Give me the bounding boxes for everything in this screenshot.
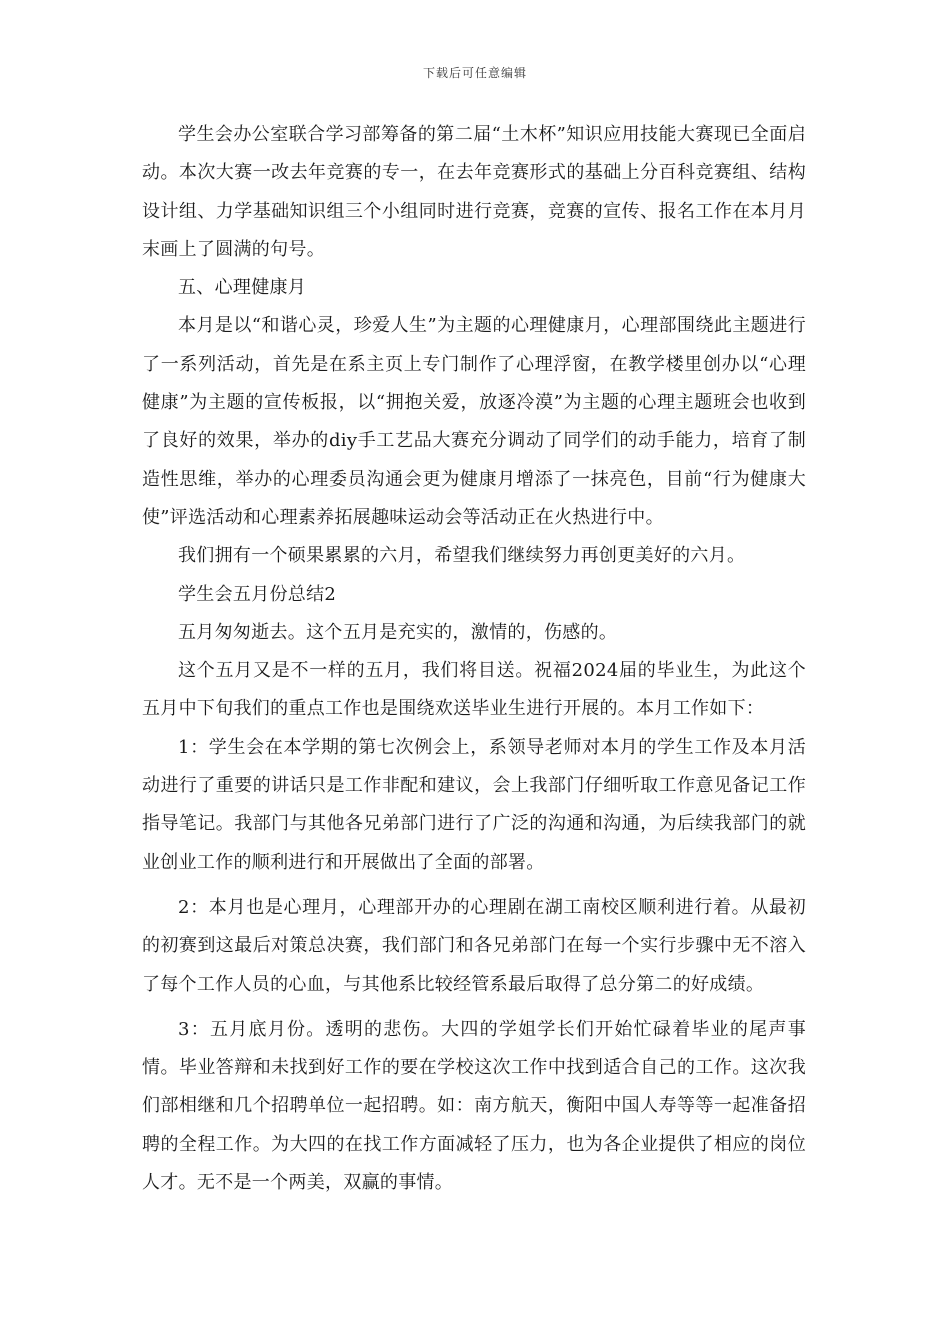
document-body (142, 116, 806, 1202)
paragraph-item-3: 3：五月底月份。透明的悲伤。大四的学姐学长们开始忙碌着毕业的尾声事情。毕业答辩和未找到好工作的要在学校这次工作中找到适合自己的工作。这次我们部相继和几个招聘单位一起招聘。如：南方航天，衡阳中国人寿等等一起准备招聘的全程工作。为大四的在找工作方面减轻了压力，也为各企业提供了相应的岗位人才。无不是一个两美，双赢的事情。 (142, 1018, 806, 1194)
paragraph-item-1: 1：学生会在本学期的第七次例会上，系领导老师对本月的学生工作及本月活动进行了重要的讲话只是工作非配和建议，会上我部门仔细听取工作意见备记工作指导笔记。我部门与其他各兄弟部门进行了广泛的沟通和沟通，为后续我部门的就业创业工作的顺利进行和开展做出了全面的部署。 (142, 736, 806, 873)
paragraph-item-2: 2：本月也是心理月，心理部开办的心理剧在湖工南校区顺利进行着。从最初的初赛到这最后对策总决赛，我们部门和各兄弟部门在每一个实行步骤中无不溶入了每个工作人员的心血，与其他系比较经管系最后取得了总分第二的好成绩。 (142, 896, 806, 995)
paragraph-mental-health: 本月是以“和谐心灵，珍爱人生”为主题的心理健康月，心理部围绕此主题进行了一系列活动，首先是在系主页上专门制作了心理浮窗，在教学楼里创办以“心理健康”为主题的宣传板报，以“拥抱关爱，放逐冷漠”为主题的心理主题班会也收到了良好的效果，举办的diy手工艺品大赛充分调动了同学们的动手能力，培育了制造性思维，举办的心理委员沟通会更为健康月增添了一抹亮色，目前“行为健康大使”评选活动和心理素养拓展趣味运动会等活动正在火热进行中。 (142, 315, 806, 528)
section-heading-mental-health-month: 五、心理健康月 (178, 277, 307, 299)
paragraph-farewell-graduates: 这个五月又是不一样的五月，我们将目送。祝福2024届的毕业生，为此这个五月中下旬我们的重点工作也是围绕欢送毕业生进行开展的。本月工作如下： (142, 660, 806, 720)
page-header-note: 下载后可任意编辑 (422, 66, 527, 80)
paragraph-contest: 学生会办公室联合学习部筹备的第二届“土木杯”知识应用技能大赛现已全面启动。本次大赛一改去年竞赛的专一，在去年竞赛形式的基础上分百科竞赛组、结构设计组、力学基础知识组三个小组同时进行竞赛，竞赛的宣传、报名工作在本月月末画上了圆满的句号。 (142, 124, 806, 260)
section-heading-summary-2: 学生会五月份总结2 (178, 583, 337, 605)
paragraph-may-passed: 五月匆匆逝去。这个五月是充实的，激情的，伤感的。 (178, 621, 618, 643)
paragraph-june-hope: 我们拥有一个硕果累累的六月，希望我们继续努力再创更美好的六月。 (178, 545, 746, 567)
